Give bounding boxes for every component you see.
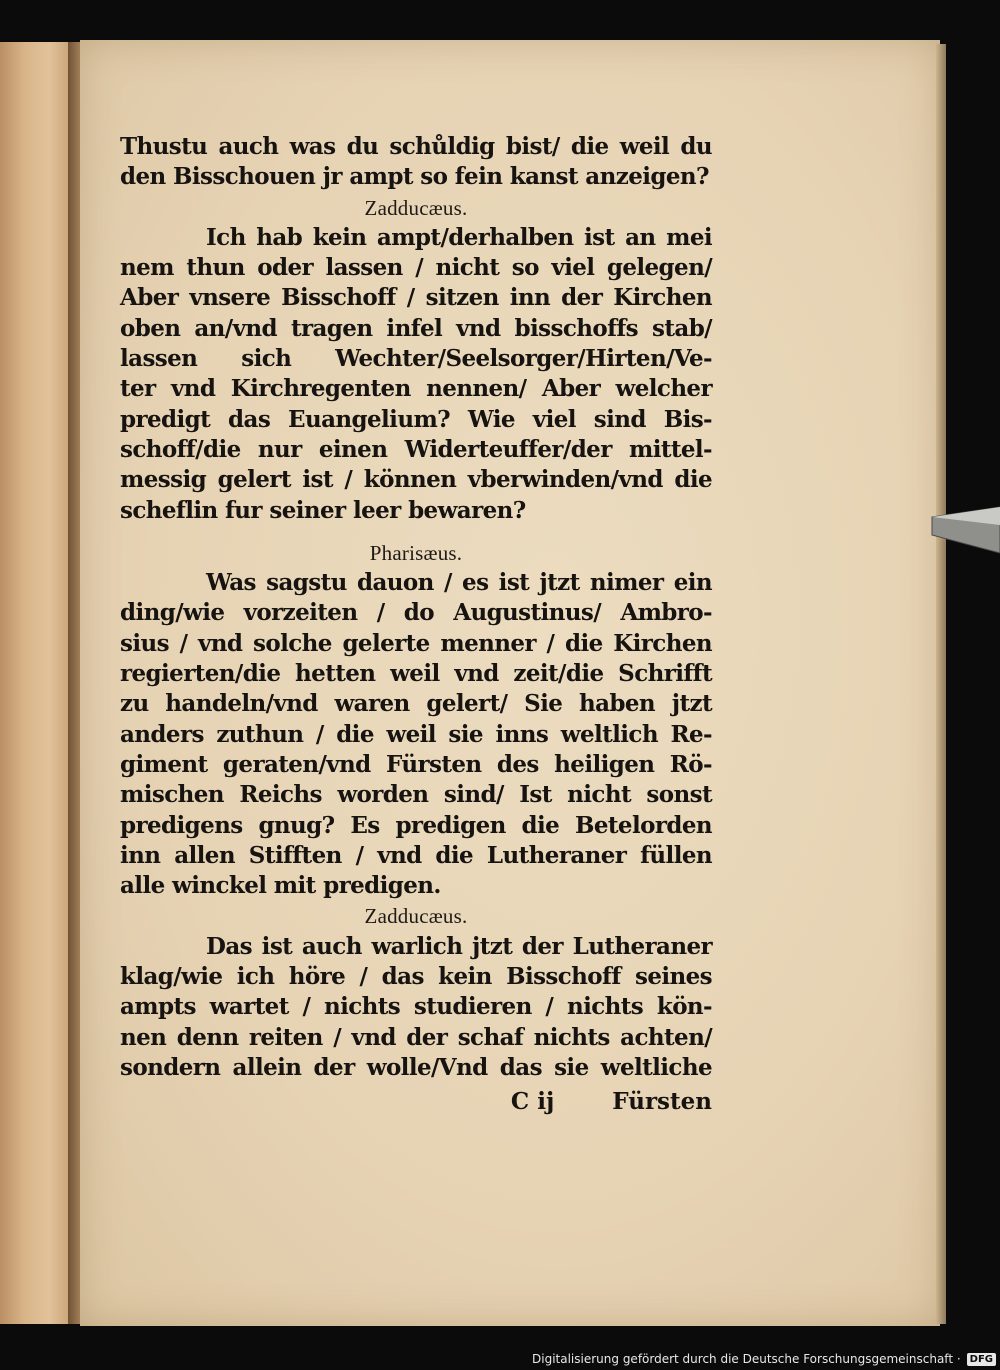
text-line: scheflin fur seiner leer bewaren? xyxy=(120,496,526,524)
passage-2 xyxy=(120,223,712,526)
text-line: sondern allein der wolle/Vnd das sie weltliche xyxy=(120,1053,712,1081)
text-line: giment geraten/vnd Fürsten des heiligen Rö- xyxy=(120,750,712,778)
signature-mark: C ij xyxy=(510,1088,555,1116)
text-line: Thustu auch was du schůldig bist/ die weil du xyxy=(120,133,712,160)
speaker-heading: Zadducæus. xyxy=(364,195,468,220)
passage-4 xyxy=(120,932,712,1083)
text-line: zu handeln/vnd waren gelert/ Sie haben jtzt xyxy=(120,690,712,718)
text-line: mischen Reichs worden sind/ Ist nicht sonst xyxy=(120,781,712,809)
passage-3 xyxy=(120,568,712,901)
page-text xyxy=(120,132,712,1117)
page-fore-edge xyxy=(936,44,946,1324)
text-line: nen denn reiten / vnd der schaf nichts achten/ xyxy=(120,1023,712,1051)
text-line: Ich hab kein ampt/derhalben ist an mei xyxy=(206,223,712,251)
text-line: ter vnd Kirchregenten nennen/ Aber welcher xyxy=(120,375,712,403)
text-line: sius / vnd solche gelerte menner / die Kirchen xyxy=(120,629,712,657)
passage-1 xyxy=(120,132,712,193)
dfg-logo: DFG xyxy=(967,1353,996,1366)
text-line: alle winckel mit predigen. xyxy=(120,872,441,900)
text-line: Was sagstu dauon / es ist jtzt nimer ein xyxy=(206,569,712,597)
footer-bar xyxy=(532,1348,1000,1370)
text-line: oben an/vnd tragen infel vnd bisschoffs stab/ xyxy=(120,314,712,342)
text-line: schoff/die nur einen Widerteuffer/der mittel- xyxy=(120,435,712,463)
text-line: klag/wie ich höre / das kein Bisschoff seines xyxy=(120,963,712,991)
speaker-heading: Pharisæus. xyxy=(369,540,463,565)
text-line: regierten/die hetten weil vnd zeit/die Schrifft xyxy=(120,660,712,688)
text-line: den Bisschouen jr ampt so fein kanst anzeigen? xyxy=(120,163,709,191)
text-line: ding/wie vorzeiten / do Augustinus/ Ambro- xyxy=(120,599,712,627)
text-line: predigt das Euangelium? Wie viel sind Bis- xyxy=(120,405,712,433)
text-line: lassen sich Wechter/Seelsorger/Hirten/Ve- xyxy=(120,345,712,373)
text-line: ampts wartet / nichts studieren / nichts kön- xyxy=(120,993,712,1021)
catchword: Fürsten xyxy=(612,1088,712,1116)
previous-page-edge xyxy=(0,42,71,1324)
text-line: nem thun oder lassen / nicht so viel gelegen/ xyxy=(120,254,712,282)
text-line: inn allen Stifften / vnd die Lutheraner füllen xyxy=(120,841,712,869)
bookmark-tab-icon xyxy=(930,505,1000,555)
page-catch-line xyxy=(120,1087,712,1117)
footer-credit: Digitalisierung gefördert durch die Deutsche Forschungsgemeinschaft · xyxy=(532,1352,961,1366)
text-line: predigens gnug? Es predigen die Betelorden xyxy=(120,811,712,839)
text-line: Das ist auch warlich jtzt der Lutheraner xyxy=(206,932,712,960)
speaker-heading: Zadducæus. xyxy=(364,904,468,929)
text-line: messig gelert ist / können vberwinden/vnd die xyxy=(120,466,712,494)
text-line: Aber vnsere Bisschoff / sitzen inn der Kirchen xyxy=(120,284,712,312)
text-line: anders zuthun / die weil sie inns weltlich Re- xyxy=(120,720,712,748)
